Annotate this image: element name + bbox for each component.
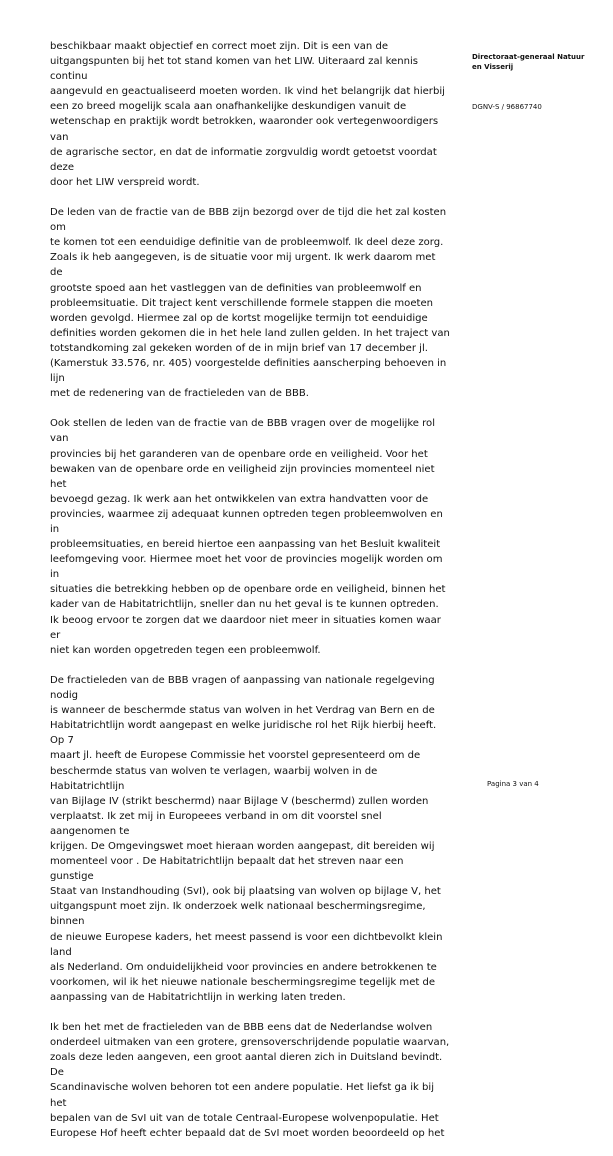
body-paragraph-1: beschikbaar maakt objectief en correct moet zijn. Dit is een van de uitgangspunten bij het tot stand komen van het LIW. Uiteraard zal kennis continu aangevuld en geactualiseerd moeten worden. Ik vind het belangrijk dat hierbij een zo breed mogelijk scala aan onafhankelijke deskundigen vanuit de wetenschap en praktijk wordt betrokken, waaronder ook vertegenwoordigers van de agrarische sector, en dat de informatie zorgvuldig wordt getoetst voordat deze door het LIW verspreid wordt.	[50, 41, 445, 188]
sender-organization: Directoraat-generaal Natuur en Visserij	[472, 53, 585, 71]
body-paragraph-2: De leden van de fractie van de BBB zijn bezorgd over de tijd die het zal kosten om te komen tot een eenduidige definitie van de probleemwolf. Ik deel deze zorg. Zoals ik heb aangegeven, is de situatie voor mij urgent. Ik werk daarom met de grootste spoed aan het vastleggen van de definities van probleemwolf en probleemsituatie. Dit traject kent verschillende formele stappen die moeten worden gevolgd. Hiermee zal op de kortst mogelijke termijn tot eenduidige definities worden gekomen die in het hele land zullen gelden. In het traject van totstandkoming zal gekeken worden of de in mijn brief van 17 december jl. (Kamerstuk 33.576, nr. 405) voorgestelde definities aanscherping behoeven in lijn met de redenering van de fractieleden van de BBB.	[50, 207, 450, 400]
letter-sidebar	[472, 52, 602, 111]
body-paragraph-4: De fractieleden van de BBB vragen of aanpassing van nationale regelgeving nodig is wanneer de beschermde status van wolven in het Verdrag van Bern en de Habitatrichtlijn wordt aangepast en welke juridische rol het Rijk hierbij heeft. Op 7 maart jl. heeft de Europese Commissie het voorstel gepresenteerd om de beschermde status van wolven te verlagen, waarbij wolven in de Habitatrichtlijn van Bijlage IV (strikt beschermd) naar Bijlage V (beschermd) zullen worden verplaatst. Ik zet mij in Europeees verband in om dit voorstel snel aangenomen te krijgen. De Omgevingswet moet hieraan worden aangepast, dit bereiden wij momenteel voor . De Habitatrichtlijn bepaalt dat het streven naar een gunstige Staat van Instandhouding (SvI), ook bij plaatsing van wolven op bijlage V, het uitgangspunt moet zijn. Ik onderzoek welk nationaal beschermingsregime, binnen de nieuwe Europese kaders, het meest passend is voor een dichtbevolkt klein land als Nederland. Om onduidelijkheid voor provincies en andere betrokkenen te voorkomen, wil ik het nieuwe nationale beschermingsregime tegelijk met de aanpassing van de Habitatrichtlijn in werking laten treden.	[50, 674, 443, 1003]
body-paragraph-5: Ik ben het met de fractieleden van de BBB eens dat de Nederlandse wolven onderdeel uitmaken van een grotere, grensoverschrijdende populatie waarvan, zoals deze leden aangeven, een groot aantal dieren zich in Duitsland bevindt. De Scandinavische wolven behoren tot een andere populatie. Het liefst ga ik bij het bepalen van de SvI uit van de totale Centraal-Europese wolvenpopulatie. Het Europese Hof heeft echter bepaald dat de SvI moet worden beoordeeld op het	[50, 1022, 450, 1139]
letter-body	[50, 39, 450, 1156]
reference-number: DGNV-S / 96867740	[472, 103, 542, 111]
body-paragraph-3: Ook stellen de leden van de fractie van de BBB vragen over de mogelijke rol van provincies bij het garanderen van de openbare orde en veiligheid. Voor het bewaken van de openbare orde en veiligheid zijn provincies momenteel niet het bevoegd gezag. Ik werk aan het ontwikkelen van extra handvatten voor de provincies, waarmee zij adequaat kunnen optreden tegen probleemwolven en in probleemsituaties, en bereid hiertoe een aanpassing van het Besluit kwaliteit leefomgeving voor. Hiermee moet het voor de provincies mogelijk worden om in situaties die betrekking hebben op de openbare orde en veiligheid, binnen het kader van de Habitatrichtlijn, sneller dan nu het geval is te kunnen optreden. Ik beoog ervoor te zorgen dat we daardoor niet meer in situaties komen waar er niet kan worden opgetreden tegen een probleemwolf.	[50, 418, 446, 656]
page-number: Pagina 3 van 4	[487, 780, 539, 788]
